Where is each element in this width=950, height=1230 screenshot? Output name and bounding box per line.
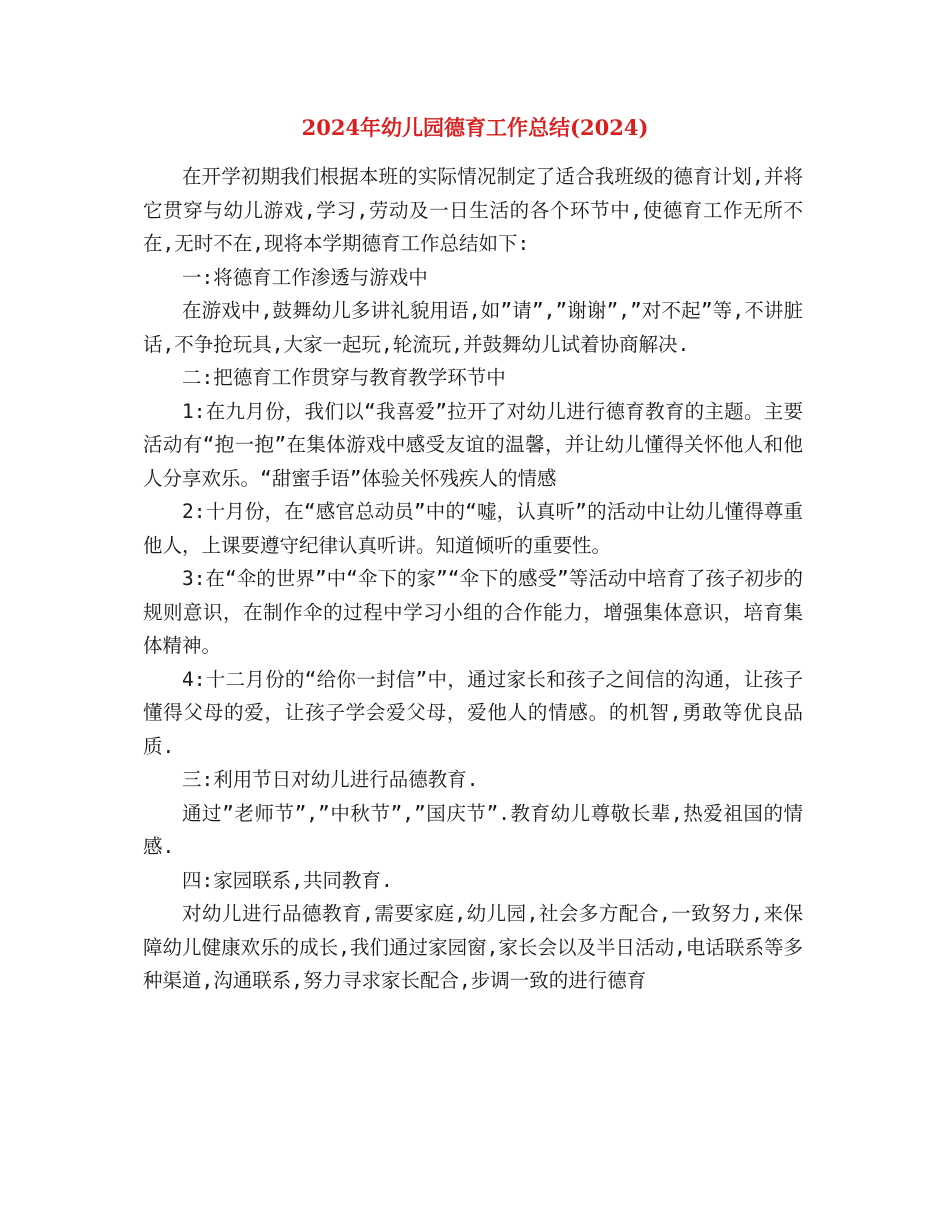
paragraph-december: 4:十二月份的“给你一封信”中，通过家长和孩子之间信的沟通，让孩子懂得父母的爱，让孩子学会爱父母，爱他人的情感。的机智,勇敢等优良品质. <box>143 667 803 758</box>
paragraph-home-school: 对幼儿进行品德教育,需要家庭,幼儿园,社会多方配合,一致努力,来保障幼儿健康欢乐的成长,我们通过家园窗,家长会以及半日活动,电话联系等多种渠道,沟通联系,努力寻求家长配合,步调一致的进行德育 <box>143 902 803 992</box>
paragraph-umbrella: 3:在“伞的世界”中“伞下的家”“伞下的感受”等活动中培育了孩子初步的规则意识，在制作伞的过程中学习小组的合作能力，增强集体意识，培育集体精神。 <box>143 567 803 657</box>
section-heading-1: 一:将德育工作渗透与游戏中 <box>182 265 428 289</box>
section-heading-3: 三:利用节日对幼儿进行品德教育. <box>182 768 479 791</box>
document-body <box>143 160 803 998</box>
paragraph-games: 在游戏中,鼓舞幼儿多讲礼貌用语,如”请”,”谢谢”,”对不起”等,不讲脏话,不争抢玩具,大家一起玩,轮流玩,并鼓舞幼儿试着协商解决. <box>143 299 803 356</box>
paragraph-september: 1:在九月份，我们以“我喜爱”拉开了对幼儿进行德育教育的主题。主要活动有“抱一抱”在集体游戏中感受友谊的温馨，并让幼儿懂得关怀他人和他人分享欢乐。“甜蜜手语”体验关怀残疾人的情感 <box>143 399 803 490</box>
paragraph-festivals: 通过”老师节”,”中秋节”,”国庆节”.教育幼儿尊敬长辈,热爱祖国的情感. <box>143 801 803 858</box>
section-heading-2: 二:把德育工作贯穿与教育教学环节中 <box>182 366 506 389</box>
section-heading-4: 四:家园联系,共同教育. <box>182 868 393 892</box>
paragraph-october: 2:十月份，在“感官总动员”中的“嘘，认真听”的活动中让幼儿懂得尊重他人，上课要遵守纪律认真听讲。知道倾听的重要性。 <box>143 500 803 557</box>
paragraph-intro: 在开学初期我们根据本班的实际情况制定了适合我班级的德育计划,并将它贯穿与幼儿游戏,学习,劳动及一日生活的各个环节中,使德育工作无所不在,无时不在,现将本学期德育工作总结如下: <box>143 165 803 255</box>
document-title: 2024年幼儿园德育工作总结(2024) <box>301 115 649 140</box>
